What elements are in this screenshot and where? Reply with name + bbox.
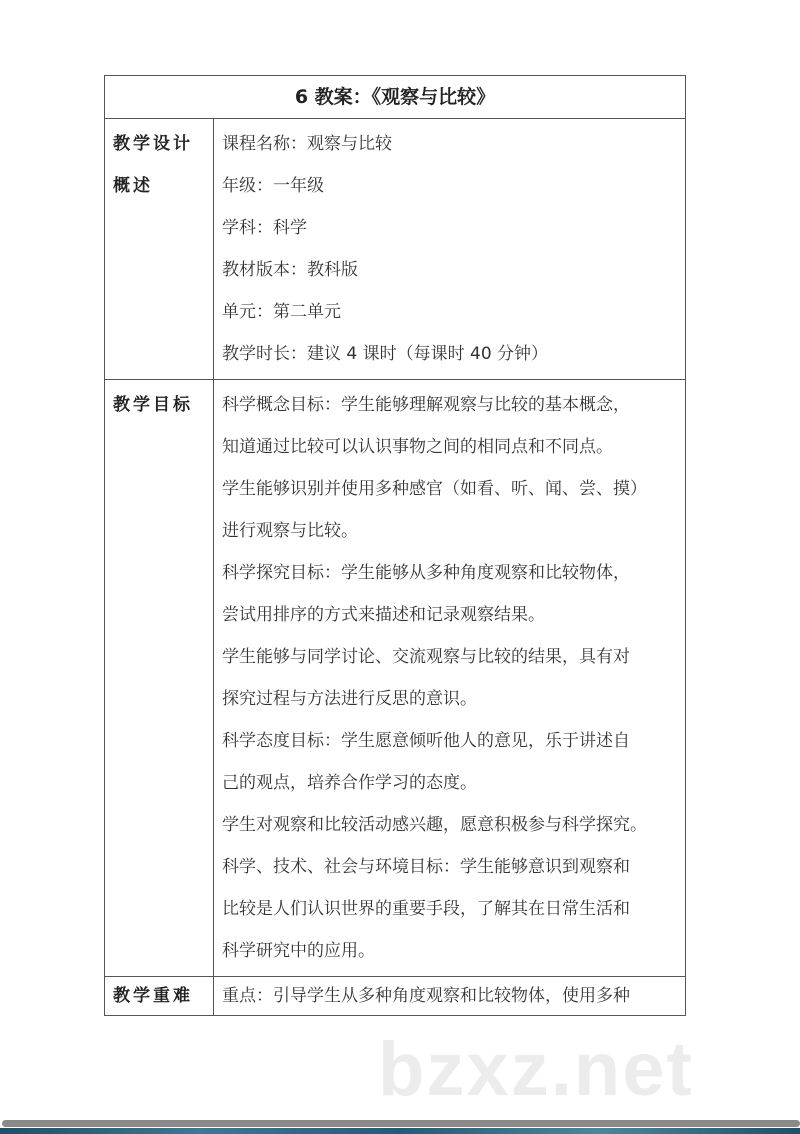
content-line: 科学探究目标：学生能够从多种角度观察和比较物体， [222, 563, 630, 583]
row-content [214, 977, 686, 1016]
label-line: 教学设计 [113, 134, 193, 154]
content-line: 学科：科学 [222, 218, 307, 238]
content-line: 比较是人们认识世界的重要手段，了解其在日常生活和 [222, 899, 630, 919]
content-line: 学生对观察和比较活动感兴趣，愿意积极参与科学探究。 [222, 815, 647, 835]
content-line: 科学概念目标：学生能够理解观察与比较的基本概念， [222, 395, 630, 415]
document-title: 6 教案：《观察与比较》 [105, 76, 686, 119]
row-label [105, 119, 214, 380]
horizontal-scrollbar[interactable] [2, 1120, 800, 1127]
content-line: 单元：第二单元 [222, 302, 341, 322]
table-row [105, 119, 686, 380]
content-line: 己的观点，培养合作学习的态度。 [222, 773, 477, 793]
table-row [105, 977, 686, 1016]
content-line: 重点：引导学生从多种角度观察和比较物体，使用多种 [222, 986, 630, 1006]
content-line: 科学研究中的应用。 [222, 941, 375, 961]
content-line: 课程名称：观察与比较 [222, 134, 392, 154]
content-line: 学生能够识别并使用多种感官（如看、听、闻、尝、摸） [222, 479, 647, 499]
label-line: 教学重难 [113, 986, 193, 1006]
content-line: 学生能够与同学讨论、交流观察与比较的结果，具有对 [222, 647, 630, 667]
content-line: 科学态度目标：学生愿意倾听他人的意见，乐于讲述自 [222, 731, 630, 751]
row-label [105, 977, 214, 1016]
label-line: 教学目标 [113, 395, 193, 415]
content-line: 教材版本：教科版 [222, 260, 358, 280]
table-row [105, 380, 686, 977]
content-line: 年级：一年级 [222, 176, 324, 196]
row-content [214, 380, 686, 977]
row-content [214, 119, 686, 380]
row-label [105, 380, 214, 977]
lesson-plan-table [104, 75, 686, 1016]
footer-band [0, 1128, 800, 1134]
content-line: 教学时长：建议 4 课时（每课时 40 分钟） [222, 344, 549, 364]
content-line: 探究过程与方法进行反思的意识。 [222, 689, 477, 709]
watermark: bzxz.net [378, 1027, 694, 1112]
label-line: 概述 [113, 176, 153, 196]
content-line: 进行观察与比较。 [222, 521, 358, 541]
content-line: 科学、技术、社会与环境目标：学生能够意识到观察和 [222, 857, 630, 877]
content-line: 知道通过比较可以认识事物之间的相同点和不同点。 [222, 437, 613, 457]
content-line: 尝试用排序的方式来描述和记录观察结果。 [222, 605, 545, 625]
